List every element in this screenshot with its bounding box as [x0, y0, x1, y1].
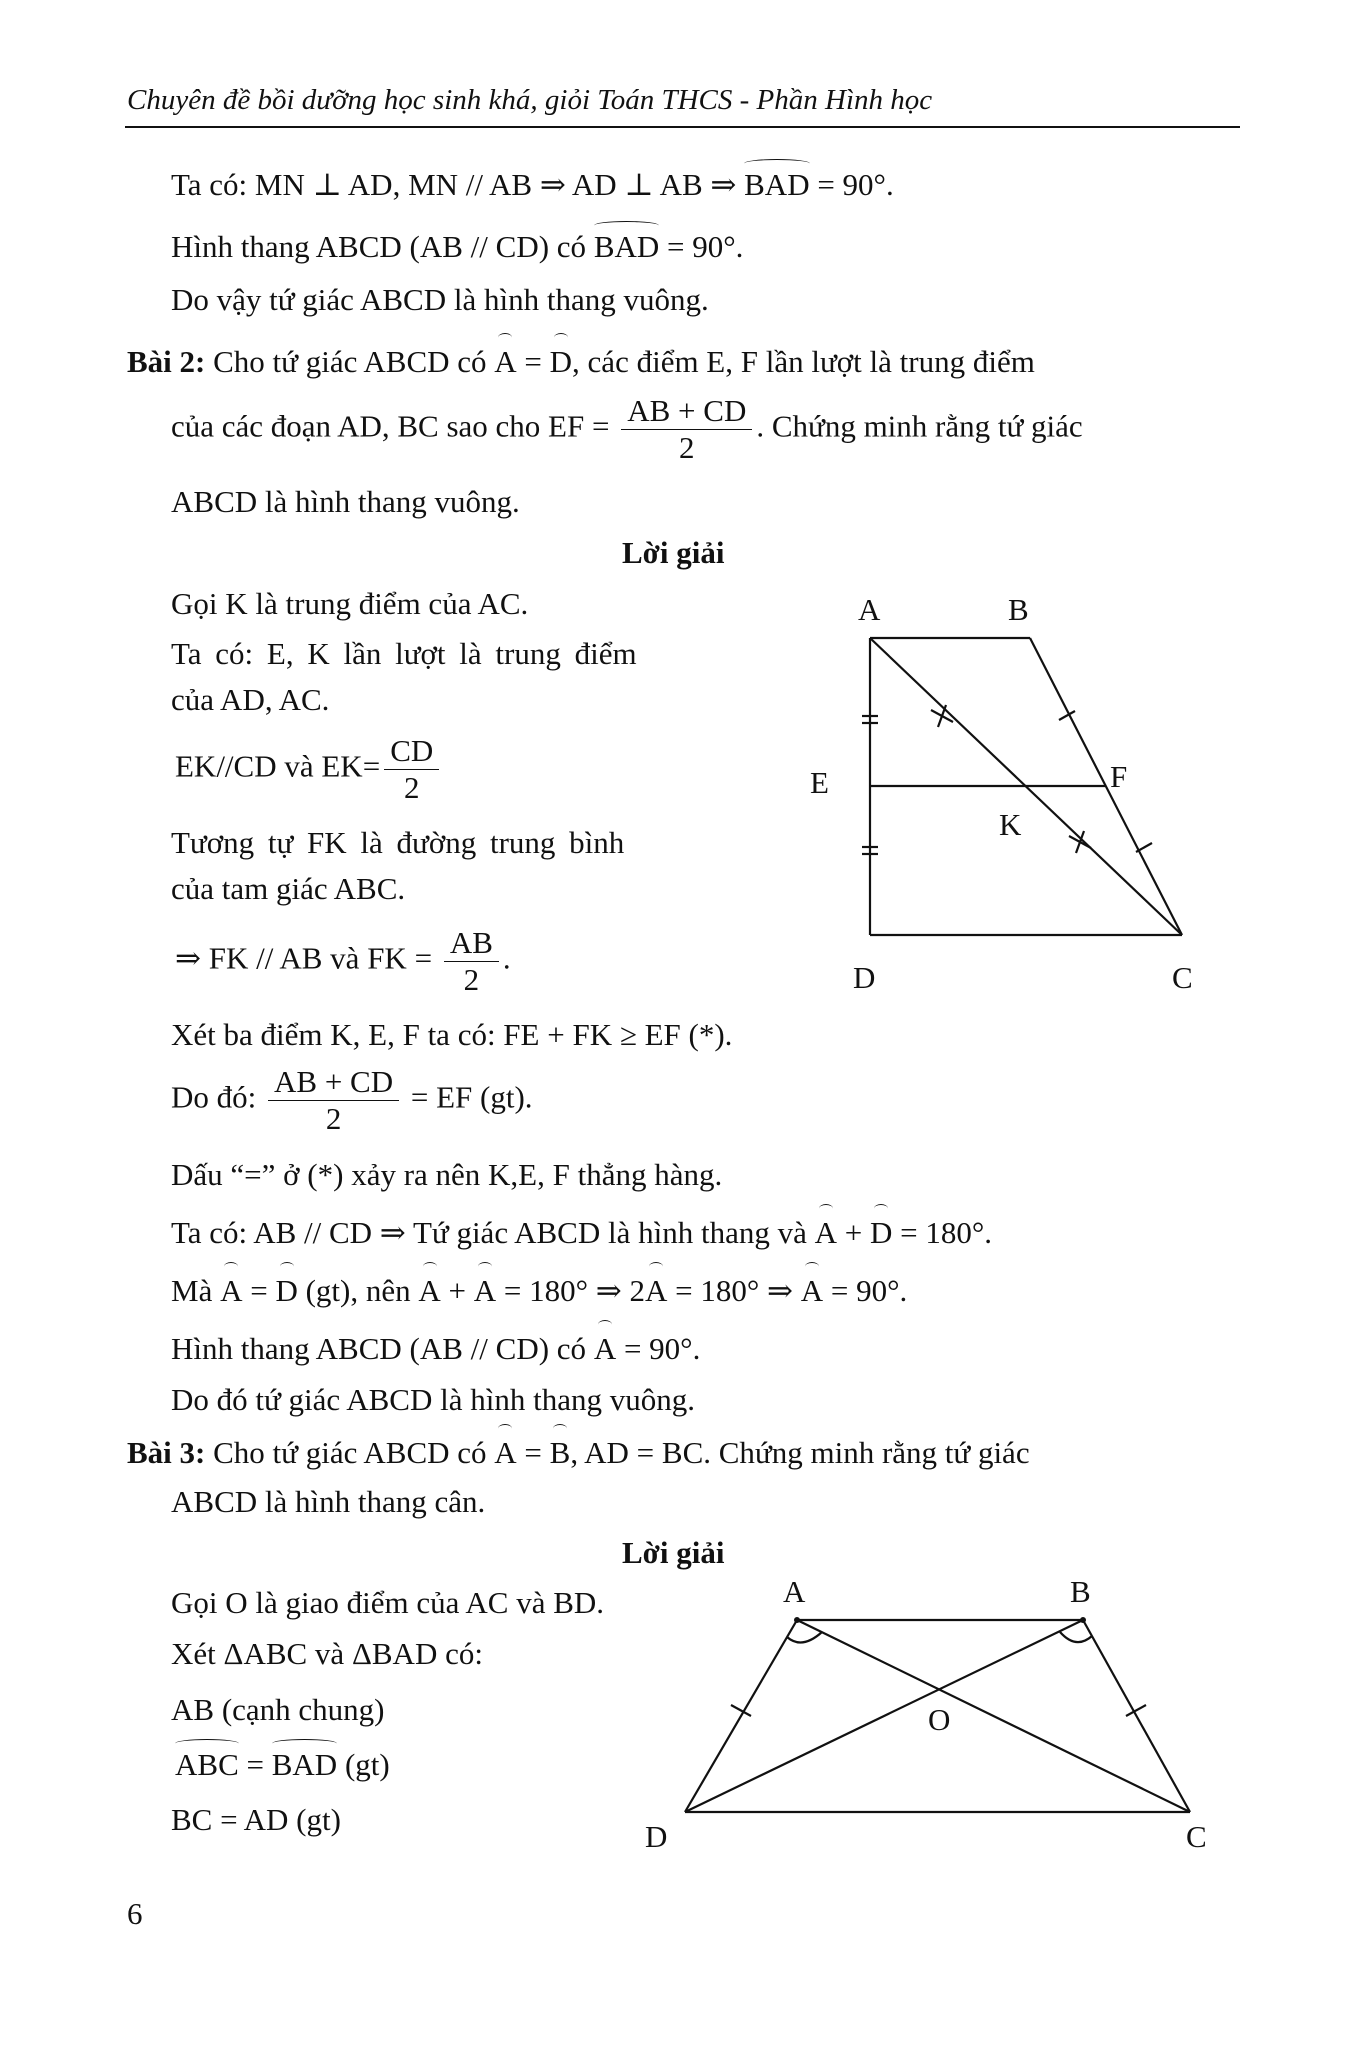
label-o: O: [928, 1702, 951, 1737]
text: Hình thang ABCD (AB // CD) có: [171, 229, 594, 264]
bai2-sol-2: Ta có: E, K lần lượt là trung điểm: [171, 636, 637, 671]
text: = 180° ⇒ 2: [496, 1273, 645, 1308]
text: (gt), nên: [297, 1273, 419, 1308]
bai3-sol-5: BC = AD (gt): [171, 1802, 341, 1837]
angle-b: B: [550, 1433, 571, 1473]
angle-d: D: [275, 1271, 297, 1311]
page-number: 6: [127, 1896, 143, 1931]
bai3-statement-2: ABCD là hình thang cân.: [171, 1484, 486, 1519]
fraction: [268, 1064, 399, 1137]
label-c: C: [1172, 960, 1193, 995]
bai2-sol-8: Xét ba điểm K, E, F ta có: FE + FK ≥ EF (*).: [171, 1017, 733, 1052]
denominator: 2: [403, 770, 420, 805]
bai2-sol-11: [171, 1213, 992, 1253]
bai3-sol-4: [175, 1745, 390, 1785]
line-3: Do vậy tứ giác ABCD là hình thang vuông.: [171, 282, 709, 317]
fraction: [384, 733, 439, 806]
text: +: [440, 1273, 474, 1308]
angle-a: A: [220, 1271, 242, 1311]
angle-bad: BAD: [272, 1745, 337, 1785]
denominator: 2: [325, 1101, 342, 1136]
bai2-sol-10: Dấu “=” ở (*) xảy ra nên K,E, F thẳng hàng.: [171, 1157, 723, 1192]
numerator: CD: [384, 733, 439, 770]
label-d: D: [853, 960, 876, 995]
text: =: [238, 1747, 272, 1782]
text: EK//CD và EK=: [175, 748, 381, 784]
fraction: [621, 393, 752, 466]
bai3-figure: [640, 1560, 1240, 1860]
angle-bad: BAD: [594, 227, 659, 267]
text: Ta có: AB // CD ⇒ Tứ giác ABCD là hình thang và: [171, 1215, 815, 1250]
text: ⇒ FK // AB và FK =: [175, 940, 440, 976]
text: = EF (gt).: [403, 1079, 533, 1115]
angle-bad: BAD: [744, 165, 809, 205]
text: Cho tứ giác ABCD có: [205, 1435, 495, 1470]
label-f: F: [1110, 759, 1128, 794]
segment-bc: [1083, 1620, 1190, 1812]
text: = 180°.: [892, 1215, 993, 1250]
label-b: B: [1008, 592, 1029, 627]
numerator: AB + CD: [621, 393, 752, 430]
segment-ad: [685, 1620, 797, 1812]
bai2-sol-14: Do đó tứ giác ABCD là hình thang vuông.: [171, 1382, 695, 1417]
angle-a: A: [474, 1271, 496, 1311]
bai2-sol-9: [171, 1064, 533, 1137]
bai2-statement-1: [127, 342, 1035, 382]
bai2-sol-7: [175, 925, 511, 998]
text: . Chứng minh rằng tứ giác: [756, 408, 1083, 444]
text: , các điểm E, F lần lượt là trung điểm: [572, 344, 1035, 379]
label-d: D: [645, 1819, 668, 1854]
text: Cho tứ giác ABCD có: [205, 344, 495, 379]
text: = 90°.: [809, 167, 894, 202]
denominator: 2: [463, 962, 480, 997]
label-e: E: [810, 765, 829, 800]
problem-label: Bài 2:: [127, 344, 206, 379]
bai2-statement-2: [171, 393, 1083, 466]
solution-title: Lời giải: [622, 535, 725, 570]
angle-a: A: [594, 1329, 616, 1369]
text: của các đoạn AD, BC sao cho EF =: [171, 408, 618, 444]
numerator: AB: [444, 925, 499, 962]
label-b: B: [1070, 1574, 1091, 1609]
bai3-sol-2: Xét ΔABC và ΔBAD có:: [171, 1636, 483, 1671]
bai3-sol-1: Gọi O là giao điểm của AC và BD.: [171, 1585, 605, 1620]
numerator: AB + CD: [268, 1064, 399, 1101]
solution-title: Lời giải: [622, 1535, 725, 1570]
text: =: [516, 344, 550, 379]
segment-bd: [685, 1620, 1083, 1812]
label-a: A: [858, 592, 881, 627]
label-k: K: [999, 807, 1022, 842]
bai2-statement-3: ABCD là hình thang vuông.: [171, 484, 520, 519]
text: , AD = BC. Chứng minh rằng tứ giác: [570, 1435, 1030, 1470]
text: +: [837, 1215, 870, 1250]
label-c: C: [1186, 1819, 1207, 1854]
angle-abc: ABC: [175, 1745, 239, 1785]
text: Hình thang ABCD (AB // CD) có: [171, 1331, 594, 1366]
line-2: [171, 227, 743, 267]
fraction: [444, 925, 499, 998]
angle-a: A: [645, 1271, 667, 1311]
bai2-sol-6: của tam giác ABC.: [171, 871, 406, 906]
running-header: Chuyên đề bồi dưỡng học sinh khá, giỏi Toán THCS - Phần Hình học: [127, 84, 933, 116]
text: Mà: [171, 1273, 221, 1308]
text: (gt): [337, 1747, 390, 1782]
angle-d: D: [550, 342, 572, 382]
angle-d: D: [870, 1213, 892, 1253]
line-1: [171, 165, 894, 205]
angle-a: A: [494, 342, 516, 382]
text: = 90°.: [823, 1273, 908, 1308]
segment-ac: [797, 1620, 1190, 1812]
label-a: A: [783, 1574, 806, 1609]
text: =: [242, 1273, 276, 1308]
bai2-sol-5: Tương tự FK là đường trung bình: [171, 825, 625, 860]
text: = 90°.: [659, 229, 744, 264]
denominator: 2: [679, 430, 695, 465]
text: = 180° ⇒: [667, 1273, 801, 1308]
bai2-figure: [780, 580, 1240, 1010]
angle-a: A: [494, 1433, 516, 1473]
bai2-sol-13: [171, 1329, 700, 1369]
bai2-sol-3: của AD, AC.: [171, 682, 330, 717]
header-rule: [125, 126, 1240, 128]
text: = 90°.: [616, 1331, 701, 1366]
text: .: [502, 940, 511, 976]
angle-a: A: [815, 1213, 837, 1253]
bai3-sol-3: AB (cạnh chung): [171, 1692, 385, 1727]
bai2-sol-1: Gọi K là trung điểm của AC.: [171, 586, 529, 621]
text: Do đó:: [171, 1079, 264, 1115]
angle-a: A: [418, 1271, 440, 1311]
text: Ta có: MN ⊥ AD, MN // AB ⇒ AD ⊥ AB ⇒: [171, 167, 745, 202]
bai3-statement-1: [127, 1433, 1030, 1473]
bai2-sol-4: [175, 733, 443, 806]
angle-a: A: [801, 1271, 823, 1311]
text: =: [516, 1435, 550, 1470]
bai2-sol-12: [171, 1271, 907, 1311]
problem-label: Bài 3:: [127, 1435, 206, 1470]
